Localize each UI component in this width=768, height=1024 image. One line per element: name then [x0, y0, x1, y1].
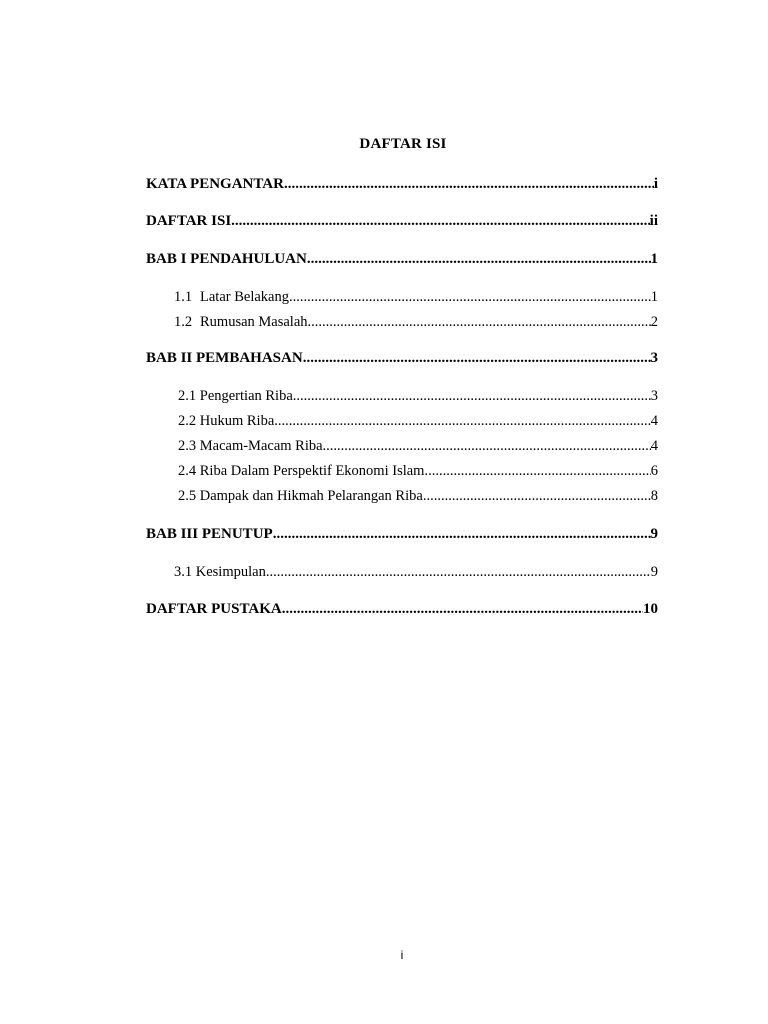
toc-subentry-title: Latar Belakang	[200, 289, 289, 305]
toc-dot-leader	[273, 524, 651, 544]
toc-entry-label: BAB I PENDAHULUAN	[146, 251, 307, 267]
toc-subentry-label	[178, 386, 293, 406]
toc-subentry-title: Hukum Riba	[199, 413, 275, 429]
toc-subentry-label	[174, 287, 289, 307]
toc-subentry-title: Pengertian Riba	[199, 388, 293, 404]
toc-subentry-title: Dampak dan Hikmah Pelarangan Riba	[199, 488, 423, 504]
toc-subentry-2-3[interactable]	[178, 436, 658, 456]
toc-subentry-page: 6	[650, 463, 658, 479]
toc-subentry-page: 8	[650, 488, 658, 504]
toc-subentry-number: 1.2	[174, 314, 193, 330]
toc-entry-label: BAB II PEMBAHASAN	[146, 350, 303, 366]
page-title: DAFTAR ISI	[359, 136, 447, 152]
toc-subentry-1-2[interactable]	[174, 312, 658, 332]
toc-subentry-page: 4	[650, 413, 658, 429]
toc-entry-label: BAB III PENUTUP	[146, 526, 273, 542]
toc-subentry-page: 3	[650, 388, 658, 404]
toc-dot-leader	[284, 174, 654, 194]
toc-subentry-title: Rumusan Masalah	[200, 314, 308, 330]
toc-dot-leader	[282, 599, 643, 619]
toc-entry-bab-2[interactable]	[146, 348, 658, 368]
toc-subentry-2-2[interactable]	[178, 411, 658, 431]
toc-entry-page: 1	[650, 251, 658, 267]
toc-dot-leader	[289, 287, 651, 307]
toc-subentry-title: Riba Dalam Perspektif Ekonomi Islam	[199, 463, 425, 479]
toc-subentry-label	[178, 461, 424, 481]
toc-subentry-label	[178, 486, 423, 506]
toc-dot-leader	[231, 211, 650, 231]
toc-dot-leader	[423, 486, 651, 506]
toc-entry-bab-3[interactable]	[146, 524, 658, 544]
toc-subentry-number: 3.1	[174, 564, 193, 580]
toc-dot-leader	[307, 249, 651, 269]
toc-entry-page: ii	[649, 213, 658, 229]
toc-entry-kata-pengantar[interactable]	[146, 174, 658, 194]
toc-subentry-page: 2	[650, 314, 658, 330]
toc-subentry-page: 1	[650, 289, 658, 305]
toc-subentry-title: Kesimpulan	[195, 564, 266, 580]
toc-dot-leader	[323, 436, 651, 456]
toc-subentry-number: 2.3	[178, 438, 197, 454]
toc-subentry-page: 9	[650, 564, 658, 580]
toc-subentry-2-1[interactable]	[178, 386, 658, 406]
toc-entry-bab-1[interactable]	[146, 249, 658, 269]
toc-entry-daftar-isi[interactable]	[146, 211, 658, 231]
toc-subentry-label	[178, 436, 323, 456]
toc-subentry-label	[174, 312, 308, 332]
toc-subentry-number: 2.4	[178, 463, 197, 479]
toc-subentry-number: 1.1	[174, 289, 193, 305]
toc-subentry-1-1[interactable]	[174, 287, 658, 307]
toc-subentry-title: Macam-Macam Riba	[199, 438, 323, 454]
toc-subentry-number: 2.5	[178, 488, 197, 504]
toc-dot-leader	[266, 562, 651, 582]
toc-dot-leader	[274, 411, 650, 431]
toc-entry-page: i	[653, 176, 658, 192]
toc-entry-page: 10	[643, 601, 658, 617]
toc-subentry-label	[178, 411, 274, 431]
toc-dot-leader	[424, 461, 650, 481]
toc-subentry-label	[174, 562, 266, 582]
toc-entry-label: DAFTAR ISI	[146, 213, 232, 229]
toc-dot-leader	[303, 348, 651, 368]
toc-dot-leader	[293, 386, 651, 406]
toc-subentry-2-5[interactable]	[178, 486, 658, 506]
toc-subentry-3-1[interactable]	[174, 562, 658, 582]
toc-dot-leader	[308, 312, 651, 332]
toc-entry-label: DAFTAR PUSTAKA	[146, 601, 282, 617]
toc-entry-page: 9	[650, 526, 658, 542]
toc-entry-page: 3	[650, 350, 658, 366]
toc-subentry-number: 2.1	[178, 388, 197, 404]
toc-entry-daftar-pustaka[interactable]	[146, 599, 658, 619]
toc-subentry-number: 2.2	[178, 413, 197, 429]
footer-page-number: i	[400, 948, 404, 962]
toc-entry-label: KATA PENGANTAR	[146, 176, 284, 192]
toc-subentry-page: 4	[650, 438, 658, 454]
toc-subentry-2-4[interactable]	[178, 461, 658, 481]
